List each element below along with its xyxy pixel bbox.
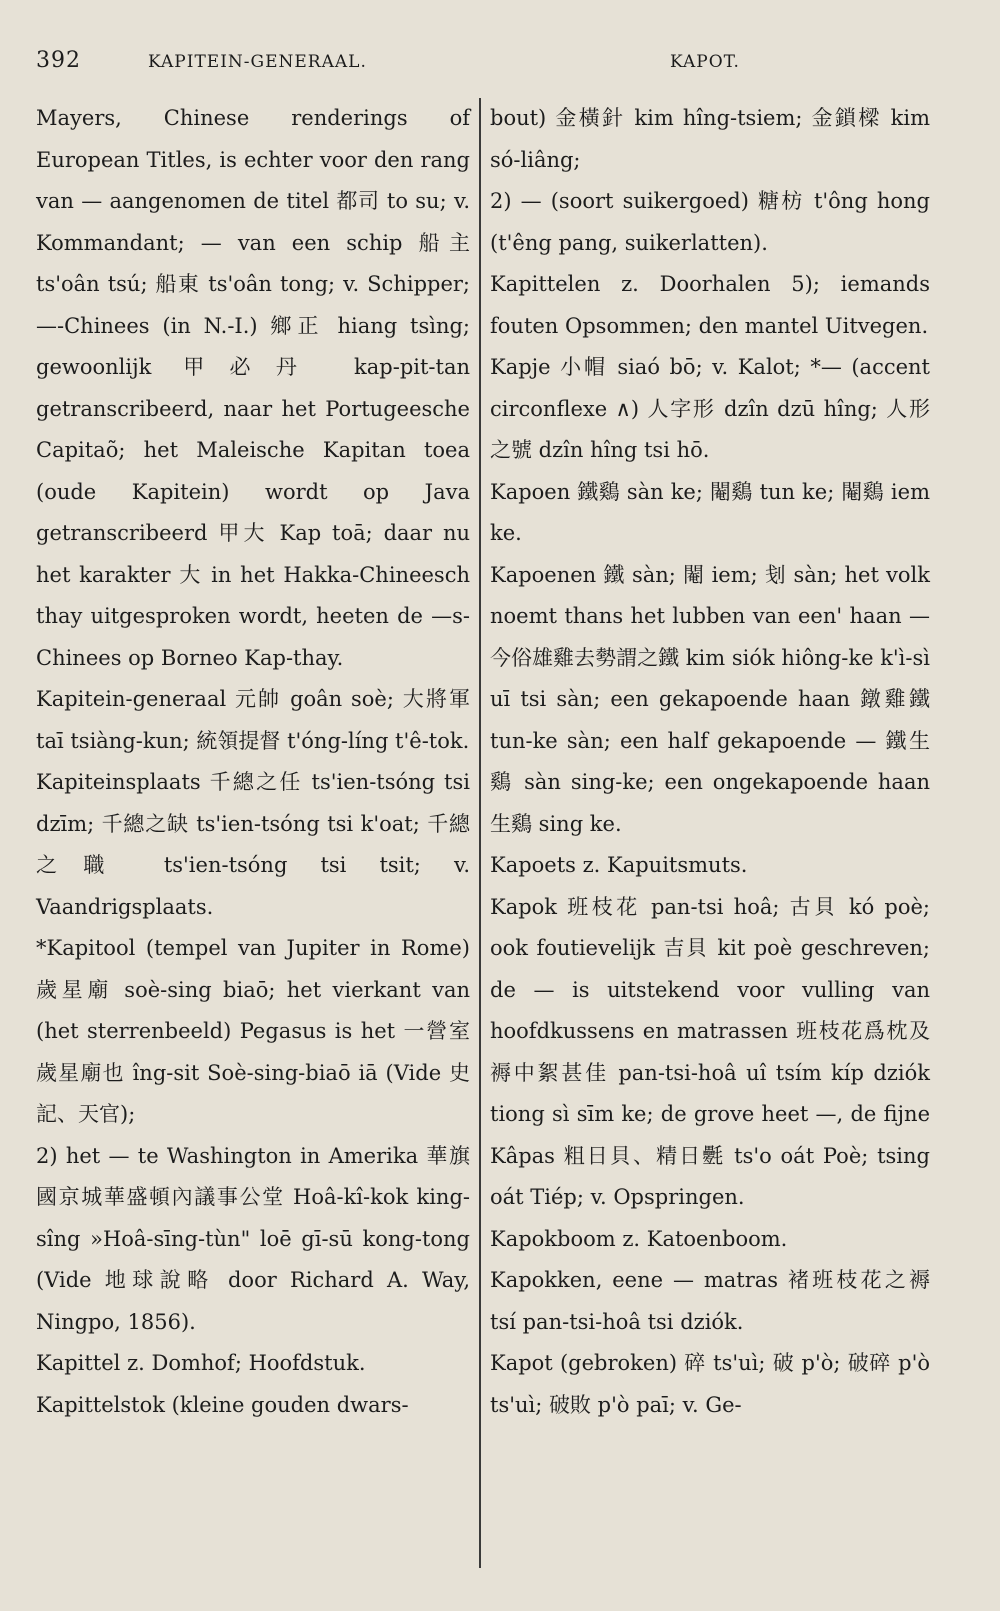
entry-kapokken: Kapokken, eene — matras 褚班枝花之褥 tsí pan-tsi-hoâ tsi dziók. xyxy=(490,1268,930,1334)
page-number: 392 xyxy=(36,48,81,73)
entry-kapoets: Kapoets z. Kapuitsmuts. xyxy=(490,853,748,877)
entry-kapoenen: Kapoenen 鐵 sàn; 閹 iem; 刬 sàn; het volk noemt thans het lubben van een' haan — 今俗雄雞去勢謂之鐵 kim siók hiông-ke k'ì-sì uī tsi sàn; een gekapoende haan 鐓雞鐵 tun-ke sàn; een half gekapoende — 鐵生鷄 sàn sing-ke; een ongekapoende haan 生鷄 sing ke. xyxy=(490,562,930,836)
entry-kapittelstok: Kapittelstok (kleine gouden dwars- xyxy=(36,1392,409,1417)
column-divider xyxy=(479,98,481,1568)
entry-kapitool: *Kapitool (tempel van Jupiter in Rome) 歲星廟 soè-sing biaō; het vierkant van (het sterrenbeeld) Pegasus is het 一營室歲星廟也 îng-sit Soè-sing-biaō iā (Vide 史記、天官); xyxy=(36,936,470,1126)
entry-kapitein-generaal: Kapitein-generaal 元帥 goân soè; 大將軍 taī tsiàng-kun; 統領提督 t'óng-líng t'ê-tok. xyxy=(36,687,470,753)
entry-kapje: Kapje 小帽 siaó bō; v. Kalot; *— (accent circonflexe ∧) 人字形 dzîn dzū hîng; 人形之號 dzîn hîng tsi hō. xyxy=(490,355,930,462)
entry-kapittel: Kapittel z. Domhof; Hoofdstuk. xyxy=(36,1351,366,1375)
entry-paragraph: Mayers, Chinese renderings of European Titles, is echter voor den rang van — aangenomen de titel 都司 to su; v. Kommandant; — van een schip 船主 ts'oân tsú; 船東 ts'oân tong; v. Schipper; —-Chinees (in N.-I.) 鄉正 hiang tsìng; gewoonlijk 甲必丹 kap-pit-tan getranscribeerd, naar het Portugeesche Capitaõ; het Maleische Kapitan toea (oude Kapitein) wordt op Java getranscribeerd 甲大 Kap toā; daar nu het karakter 大 in het Hakka-Chineesch thay uitgesproken wordt, heeten de —s-Chinees op Borneo Kap-thay. xyxy=(36,106,470,670)
entry-kapittelen: Kapittelen z. Doorhalen 5); iemands fouten Opsommen; den mantel Uitvegen. xyxy=(490,272,930,338)
entry-kapitool-2: 2) het — te Washington in Amerika 華旗國京城華盛頓內議事公堂 Hoâ-kî-kok king-sîng »Hoâ-sīng-tùn" loē gī-sū kong-tong (Vide 地球說略 door Richard A. Way, Ningpo, 1856). xyxy=(36,1143,470,1334)
entry-continuation: bout) 金橫針 kim hîng-tsiem; 金鎖樑 kim só-liâng; xyxy=(490,106,930,172)
entry-kapiteinsplaats: Kapiteinsplaats 千總之任 ts'ien-tsóng tsi dzīm; 千總之缺 ts'ien-tsóng tsi k'oat; 千總之職 ts'ien-tsóng tsi tsit; v. Vaandrigsplaats. xyxy=(36,770,470,919)
entry-kapot: Kapot (gebroken) 碎 ts'uì; 破 p'ò; 破碎 p'ò ts'uì; 破敗 p'ò paī; v. Ge- xyxy=(490,1351,930,1417)
entry-suikergoed: 2) — (soort suikergoed) 糖枋 t'ông hong (t'êng pang, suikerlatten). xyxy=(490,189,930,255)
running-head-right: KAPOT. xyxy=(670,52,740,72)
right-column xyxy=(490,98,930,1426)
running-head-left: KAPITEIN-GENERAAL. xyxy=(148,52,367,72)
entry-kapok: Kapok 班枝花 pan-tsi hoâ; 古貝 kó poè; ook foutievelijk 吉貝 kit poè geschreven; de — is uitstekend voor vulling van hoofdkussens en matrassen 班枝花爲枕及褥中絮甚佳 pan-tsi-hoâ uî tsím kíp dziók tiong sì sīm ke; de grove heet —, de fijne Kâpas 粗日貝、精日氎 ts'o oát Poè; tsing oát Tiép; v. Opspringen. xyxy=(490,894,930,1209)
entry-kapoen: Kapoen 鐵鷄 sàn ke; 閹鷄 tun ke; 閹鷄 iem ke. xyxy=(490,479,930,545)
left-column xyxy=(36,98,470,1426)
entry-kapokboom: Kapokboom z. Katoenboom. xyxy=(490,1226,788,1251)
